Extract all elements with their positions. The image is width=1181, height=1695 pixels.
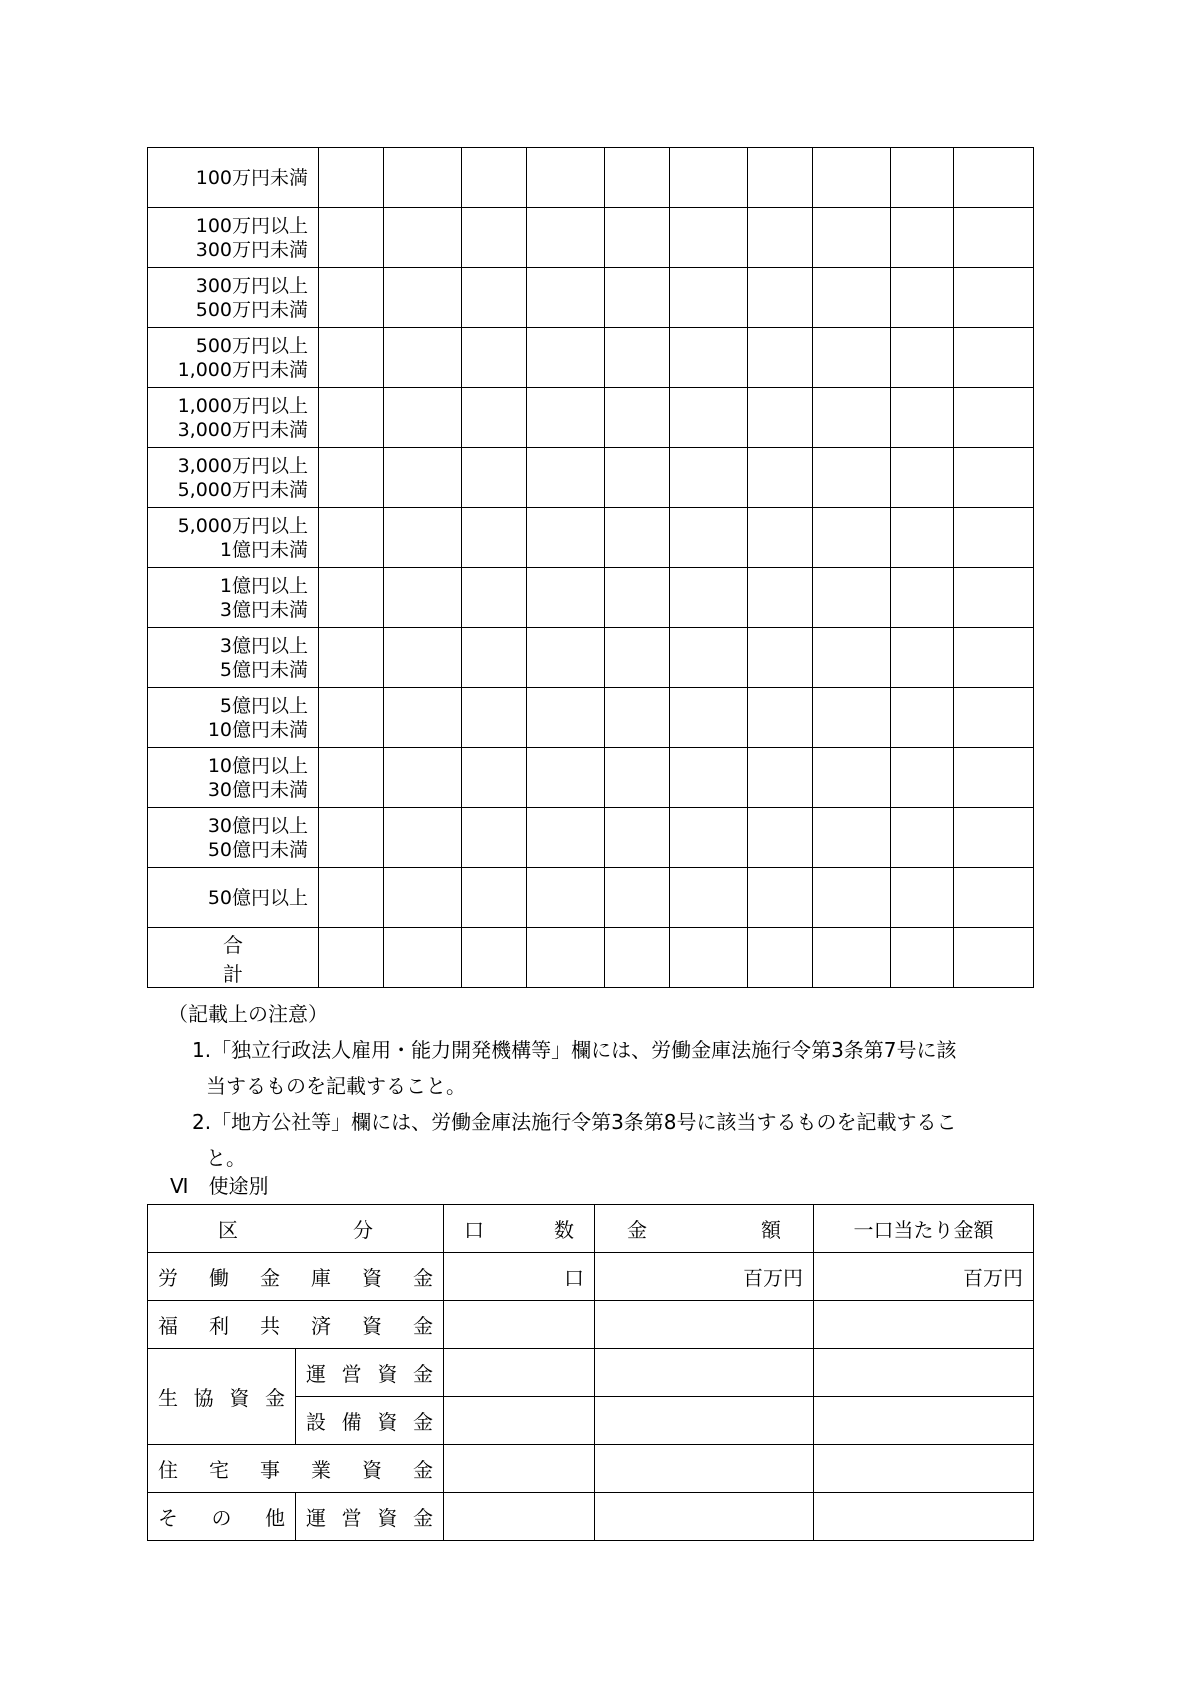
size-cell [670,808,748,868]
size-cell [605,208,670,268]
size-cell [605,628,670,688]
size-row [148,148,1034,208]
size-cell [384,268,462,328]
total-cell [384,928,462,988]
total-row [148,928,1034,988]
size-cell [891,808,954,868]
size-cell [462,868,527,928]
size-cell [462,148,527,208]
size-cell [813,628,891,688]
size-cell [462,688,527,748]
size-cell [813,748,891,808]
size-label-line: 3,000万円以上 [177,454,308,477]
total-cell [319,928,384,988]
size-cell [384,388,462,448]
size-cell [462,508,527,568]
size-cell [748,388,813,448]
coop-operating-per-unit [814,1349,1034,1397]
welfare-per-unit [814,1301,1034,1349]
size-label-line: 50億円以上 [207,886,308,909]
size-label-line: 30億円以上 [207,814,308,837]
size-cell [319,328,384,388]
size-cell [891,148,954,208]
size-row-label [148,388,319,448]
size-cell [527,388,605,448]
size-cell [891,568,954,628]
total-cell [954,928,1034,988]
size-cell [527,688,605,748]
size-row-label [148,208,319,268]
size-cell [891,628,954,688]
size-cell [527,748,605,808]
size-cell [891,328,954,388]
size-label-line: 500万円以上 [195,334,308,357]
size-cell [605,568,670,628]
size-cell [462,388,527,448]
size-cell [813,808,891,868]
size-cell [748,328,813,388]
size-cell [813,208,891,268]
note-2-line-1: 2.「地方公社等」欄には、労働金庫法施行令第3条第8号に該当するものを記載するこ [192,1110,957,1134]
hd-cat-2: 分 [353,1218,373,1242]
row-welfare [148,1301,1034,1349]
size-cell [462,268,527,328]
size-cell [670,148,748,208]
spread-label: 運 営 資 金 [306,1506,433,1530]
size-cell [670,748,748,808]
size-cell [670,208,748,268]
size-cell [462,448,527,508]
size-cell [462,208,527,268]
size-label-line: 3億円未満 [219,598,308,621]
size-cell [891,448,954,508]
size-cell [748,148,813,208]
size-cell [319,268,384,328]
coop-equipment-count [444,1397,595,1445]
size-cell [527,808,605,868]
size-cell [384,808,462,868]
labor-bank-amount: 百万円 [595,1253,814,1301]
size-cell [605,508,670,568]
size-row [148,448,1034,508]
other-amount [595,1493,814,1541]
size-cell [954,868,1034,928]
size-cell [384,628,462,688]
size-row-label [148,808,319,868]
size-distribution-table [147,147,1034,988]
size-cell [670,388,748,448]
size-cell [319,568,384,628]
size-cell [384,148,462,208]
size-cell [813,508,891,568]
size-cell [748,448,813,508]
size-cell [813,868,891,928]
size-label-line: 5,000万円未満 [177,478,308,501]
size-cell [319,688,384,748]
size-cell [384,508,462,568]
size-cell [527,328,605,388]
size-cell [954,328,1034,388]
size-cell [384,688,462,748]
size-cell [527,568,605,628]
notes-heading: （記載上の注意） [168,1002,328,1026]
size-cell [527,628,605,688]
housing-count [444,1445,595,1493]
size-cell [748,688,813,748]
size-row [148,868,1034,928]
size-cell [891,388,954,448]
spread-label: 福 利 共 済 資 金 [158,1314,433,1338]
label-labor-bank [148,1253,444,1301]
size-row-label [148,508,319,568]
total-label: 合計 [148,928,319,988]
size-cell [954,508,1034,568]
row-housing [148,1445,1034,1493]
size-cell [954,628,1034,688]
size-cell [954,208,1034,268]
size-cell [670,448,748,508]
labor-bank-per-unit: 百万円 [814,1253,1034,1301]
size-cell [462,628,527,688]
size-cell [527,268,605,328]
spread-label: 運 営 資 金 [306,1362,433,1386]
size-cell [748,868,813,928]
header-category [148,1205,444,1253]
size-label-line: 1,000万円未満 [177,358,308,381]
size-cell [813,688,891,748]
coop-operating-amount [595,1349,814,1397]
size-cell [748,568,813,628]
size-row [148,688,1034,748]
size-cell [605,808,670,868]
size-cell [748,268,813,328]
note-1-line-1: 1.「独立行政法人雇用・能力開発機構等」欄には、労働金庫法施行令第3条第7号に該 [192,1038,957,1062]
housing-per-unit [814,1445,1034,1493]
size-cell [384,568,462,628]
size-cell [954,448,1034,508]
size-cell [384,328,462,388]
size-label-line: 500万円未満 [195,298,308,321]
label-other [148,1493,296,1541]
welfare-count [444,1301,595,1349]
size-cell [384,748,462,808]
size-row-label [148,268,319,328]
size-cell [319,148,384,208]
label-coop-operating [296,1349,444,1397]
size-cell [891,748,954,808]
size-label-line: 1,000万円以上 [177,394,308,417]
spread-label: 労 働 金 庫 資 金 [158,1266,433,1290]
size-label-line: 300万円以上 [195,274,308,297]
size-cell [813,568,891,628]
label-coop [148,1349,296,1445]
size-cell [605,388,670,448]
size-cell [813,268,891,328]
note-item-1 [168,1032,1048,1104]
hd-cat-1: 区 [218,1218,238,1242]
size-row [148,568,1034,628]
size-cell [462,808,527,868]
row-labor-bank [148,1253,1034,1301]
housing-amount [595,1445,814,1493]
size-cell [319,208,384,268]
size-cell [462,328,527,388]
size-cell [748,508,813,568]
size-cell [670,868,748,928]
size-label-line: 10億円未満 [207,718,308,741]
usage-header-row [148,1205,1034,1253]
size-cell [462,748,527,808]
size-cell [605,148,670,208]
size-row [148,268,1034,328]
header-count [444,1205,595,1253]
spread-label: 住 宅 事 業 資 金 [158,1458,433,1482]
size-cell [384,448,462,508]
note-1-line-2: 当するものを記載すること。 [206,1074,466,1098]
size-label-line: 300万円未満 [195,238,308,261]
size-cell [384,868,462,928]
size-label-line: 100万円未満 [195,166,308,189]
row-other [148,1493,1034,1541]
size-cell [670,688,748,748]
header-amount [595,1205,814,1253]
size-cell [670,328,748,388]
size-cell [748,748,813,808]
size-cell [319,628,384,688]
size-row-label [148,148,319,208]
other-per-unit [814,1493,1034,1541]
size-cell [813,388,891,448]
size-row [148,328,1034,388]
size-label-line: 1億円未満 [219,538,308,561]
total-cell [891,928,954,988]
size-cell [670,508,748,568]
size-row-label [148,568,319,628]
spread-label: 設 備 資 金 [306,1410,433,1434]
size-cell [605,448,670,508]
total-cell [813,928,891,988]
size-cell [384,208,462,268]
hd-count-1: 口 [464,1218,484,1242]
size-row-label [148,628,319,688]
size-cell [527,208,605,268]
total-cell [605,928,670,988]
label-housing [148,1445,444,1493]
label-welfare [148,1301,444,1349]
size-cell [954,268,1034,328]
size-cell [527,508,605,568]
size-cell [670,628,748,688]
size-cell [319,388,384,448]
hd-count-2: 数 [554,1218,574,1242]
hd-amount-2: 額 [761,1218,781,1242]
size-cell [954,568,1034,628]
spread-label: 生 協 資 金 [158,1386,285,1410]
size-cell [891,508,954,568]
total-cell [748,928,813,988]
size-cell [527,868,605,928]
size-cell [891,208,954,268]
size-cell [813,328,891,388]
size-cell [748,208,813,268]
size-row [148,508,1034,568]
size-cell [891,268,954,328]
size-cell [605,268,670,328]
total-cell [527,928,605,988]
size-cell [319,868,384,928]
size-cell [319,508,384,568]
usage-table [147,1204,1034,1541]
size-cell [813,148,891,208]
label-coop-equipment [296,1397,444,1445]
size-label-line: 5,000万円以上 [177,514,308,537]
size-cell [605,688,670,748]
size-cell [319,808,384,868]
size-label-line: 5億円以上 [219,694,308,717]
welfare-amount [595,1301,814,1349]
size-label-line: 100万円以上 [195,214,308,237]
size-label-line: 50億円未満 [207,838,308,861]
size-cell [954,388,1034,448]
size-cell [462,568,527,628]
size-label-line: 3億円以上 [219,634,308,657]
size-cell [670,268,748,328]
size-row-label [148,328,319,388]
size-cell [813,448,891,508]
size-row-label [148,448,319,508]
size-cell [748,628,813,688]
size-cell [605,748,670,808]
size-row-label [148,868,319,928]
label-other-operating [296,1493,444,1541]
size-cell [605,868,670,928]
size-label-line: 1億円以上 [219,574,308,597]
size-cell [605,328,670,388]
size-cell [527,448,605,508]
size-cell [891,868,954,928]
size-row-label [148,688,319,748]
size-cell [670,568,748,628]
size-cell [954,688,1034,748]
total-cell [670,928,748,988]
note-2-line-2: と。 [206,1146,246,1170]
coop-equipment-amount [595,1397,814,1445]
row-coop-operating [148,1349,1034,1397]
size-cell [954,148,1034,208]
size-label-line: 3,000万円未満 [177,418,308,441]
size-row-label [148,748,319,808]
size-cell [748,808,813,868]
size-cell [954,808,1034,868]
labor-bank-count: 口 [444,1253,595,1301]
total-cell [462,928,527,988]
other-count [444,1493,595,1541]
spread-label: そ の 他 [158,1506,285,1530]
size-label-line: 10億円以上 [207,754,308,777]
size-cell [527,148,605,208]
size-row [148,628,1034,688]
size-cell [954,748,1034,808]
size-row [148,748,1034,808]
size-row [148,208,1034,268]
size-cell [891,688,954,748]
size-cell [319,448,384,508]
size-label-line: 30億円未満 [207,778,308,801]
size-row [148,808,1034,868]
size-cell [319,748,384,808]
size-row [148,388,1034,448]
coop-operating-count [444,1349,595,1397]
coop-equipment-per-unit [814,1397,1034,1445]
size-label-line: 5億円未満 [219,658,308,681]
entry-notes [168,996,1048,1176]
section-6-title: Ⅵ 使途別 [170,1174,269,1198]
hd-amount-1: 金 [627,1218,647,1242]
header-per-unit: 一口当たり金額 [814,1205,1034,1253]
note-item-2 [168,1104,1048,1176]
